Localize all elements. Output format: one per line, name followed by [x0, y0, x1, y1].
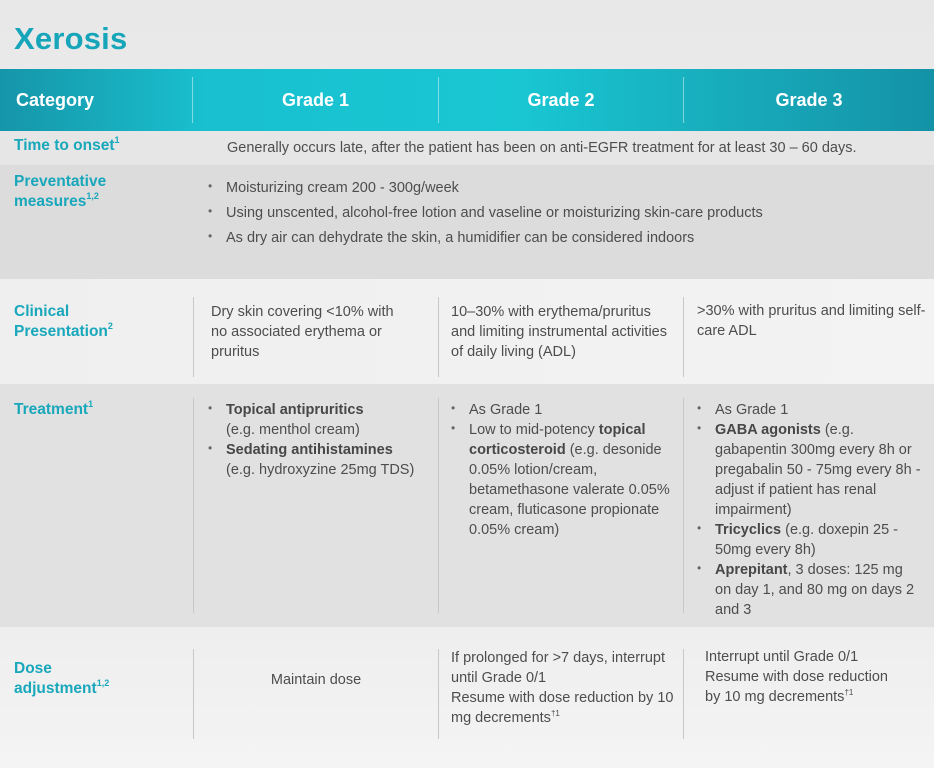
clinical-grade2: 10–30% with erythema/pruritus and limiting instrumental activities of daily living (ADL) — [451, 304, 667, 360]
column-divider — [438, 297, 439, 377]
dose-grade3: Interrupt until Grade 0/1 Resume with dose reduction by 10 mg decrements$^{\dagger 1}$ — [705, 649, 888, 705]
header-grade1: Grade 1 — [281, 89, 350, 110]
row-clinical-presentation — [0, 279, 934, 384]
row-label: Time to onset$^1$ — [14, 135, 120, 154]
dose-grade1: Maintain dose — [270, 672, 362, 688]
table-header — [0, 69, 934, 131]
row-label: Preventative measures$^{1,2}$ — [14, 173, 107, 211]
row-time-to-onset — [0, 131, 934, 165]
treatment-grade2 — [451, 400, 673, 540]
list-item: • Tricyclics (e.g. doxepin 25 - 50mg every 8h) — [697, 520, 922, 560]
treatment-grade3 — [697, 400, 922, 620]
list-item: • Low to mid-potency topical corticosteroid (e.g. desonide 0.05% lotion/cream, betamethasone valerate 0.05% cream, fluticasone propionate 0.05% cream) — [451, 420, 673, 540]
list-item: • Sedating antihistamines (e.g. hydroxyzine 25mg TDS) — [208, 440, 430, 480]
clinical-grade3: >30% with pruritus and limiting self-care ADL — [697, 303, 926, 339]
column-divider — [193, 398, 194, 613]
header-category: Category — [16, 89, 95, 110]
column-divider — [683, 398, 684, 613]
column-divider — [683, 297, 684, 377]
list-item: • As Grade 1 — [697, 400, 922, 420]
column-divider — [683, 649, 684, 739]
page-title: Xerosis — [14, 21, 128, 56]
prevent-list — [208, 178, 918, 253]
list-item: • GABA agonists (e.g. gabapentin 300mg every 8h or pregabalin 50 - 75mg every 8h - adjust if patient has renal impairment) — [697, 420, 922, 520]
row-label: Treatment$^1$ — [14, 399, 94, 418]
list-item: • As Grade 1 — [451, 400, 673, 420]
list-item: • Topical antipruritics (e.g. menthol cream) — [208, 400, 430, 440]
onset-text: Generally occurs late, after the patient has been on anti-EGFR treatment for at least 30 – 60 days. — [227, 140, 857, 156]
column-divider — [193, 649, 194, 739]
treatment-grade1 — [208, 400, 430, 480]
column-divider — [438, 398, 439, 613]
column-divider — [193, 297, 194, 377]
row-dose-adjustment — [0, 627, 934, 768]
header-grade3: Grade 3 — [775, 89, 843, 110]
list-item: • Aprepitant, 3 doses: 125 mg on day 1, and 80 mg on days 2 and 3 — [697, 560, 922, 620]
row-preventative-measures — [0, 165, 934, 279]
column-divider — [438, 649, 439, 739]
list-item: • As dry air can dehydrate the skin, a humidifier can be considered indoors — [208, 228, 918, 248]
clinical-grade1: Dry skin covering <10% with no associated erythema or pruritus — [211, 304, 394, 360]
header-grade2: Grade 2 — [527, 89, 595, 110]
dose-grade2: If prolonged for >7 days, interrupt until Grade 0/1 Resume with dose reduction by 10 mg decrements$^{\dagger 1}$ — [451, 650, 674, 726]
row-label: Clinical Presentation$^2$ — [14, 303, 113, 341]
row-label: Dose adjustment$^{1,2}$ — [14, 660, 110, 698]
row-treatment — [0, 384, 934, 627]
list-item: • Moisturizing cream 200 - 300g/week — [208, 178, 918, 198]
list-item: • Using unscented, alcohol-free lotion and vaseline or moisturizing skin-care products — [208, 203, 918, 223]
